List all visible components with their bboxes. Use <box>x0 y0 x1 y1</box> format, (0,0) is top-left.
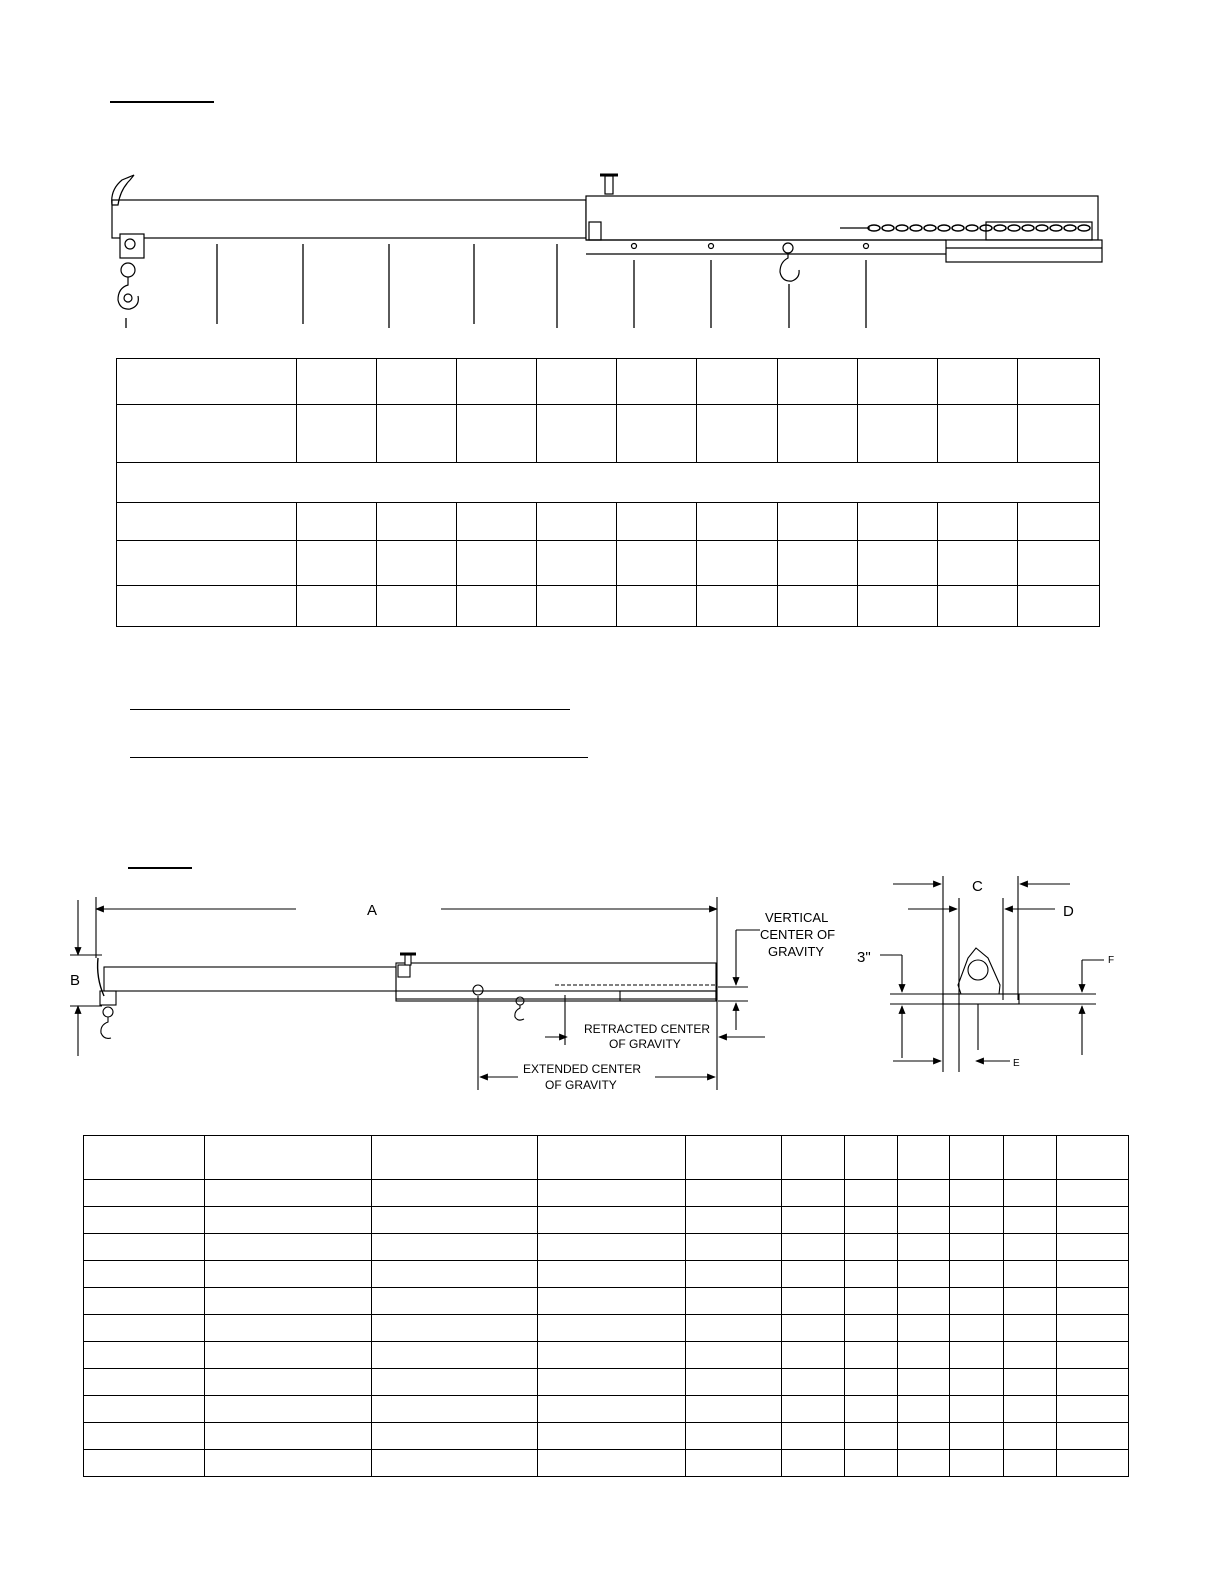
dim-label-d: D <box>1063 903 1074 920</box>
capacity-row <box>117 586 1100 627</box>
dimension-row <box>84 1180 1129 1207</box>
dim-label-a: A <box>367 902 378 919</box>
dimension-header-row <box>84 1136 1129 1180</box>
capacity-row <box>117 503 1100 541</box>
retracted-cg-label-1: RETRACTED CENTER <box>584 1022 711 1036</box>
extended-cg-label-1: EXTENDED CENTER <box>523 1062 642 1076</box>
dimension-row <box>84 1396 1129 1423</box>
capacity-values-row <box>117 405 1100 463</box>
capacity-table <box>116 358 1100 627</box>
section-heading-underline-1 <box>110 101 214 103</box>
extended-cg-label-2: OF GRAVITY <box>545 1078 617 1092</box>
dim-label-3in: 3" <box>857 949 871 966</box>
dimension-row <box>84 1423 1129 1450</box>
dim-label-f: F <box>1108 955 1115 966</box>
retracted-cg-label-2: OF GRAVITY <box>609 1037 681 1051</box>
dim-label-c: C <box>972 878 983 895</box>
dimension-row <box>84 1261 1129 1288</box>
dim-label-e: E <box>1013 1058 1020 1069</box>
vertical-cg-label-2: CENTER OF <box>760 927 836 942</box>
boom-side-view-drawing <box>0 160 1224 340</box>
dimension-row <box>84 1207 1129 1234</box>
dimension-row <box>84 1450 1129 1477</box>
dimension-row <box>84 1288 1129 1315</box>
vertical-cg-label-1: VERTICAL <box>765 910 829 925</box>
dimension-drawing <box>0 860 1224 1100</box>
dimension-row <box>84 1369 1129 1396</box>
dimension-row <box>84 1234 1129 1261</box>
vertical-cg-label-3: GRAVITY <box>768 944 825 959</box>
capacity-row <box>117 541 1100 586</box>
blank-field-line-1 <box>130 709 570 710</box>
dimension-row <box>84 1342 1129 1369</box>
capacity-header-row <box>117 359 1100 405</box>
dim-label-b: B <box>70 972 81 989</box>
dimension-row <box>84 1315 1129 1342</box>
blank-field-line-2 <box>130 757 588 758</box>
capacity-span-row <box>117 463 1100 503</box>
dimension-table <box>83 1135 1129 1477</box>
